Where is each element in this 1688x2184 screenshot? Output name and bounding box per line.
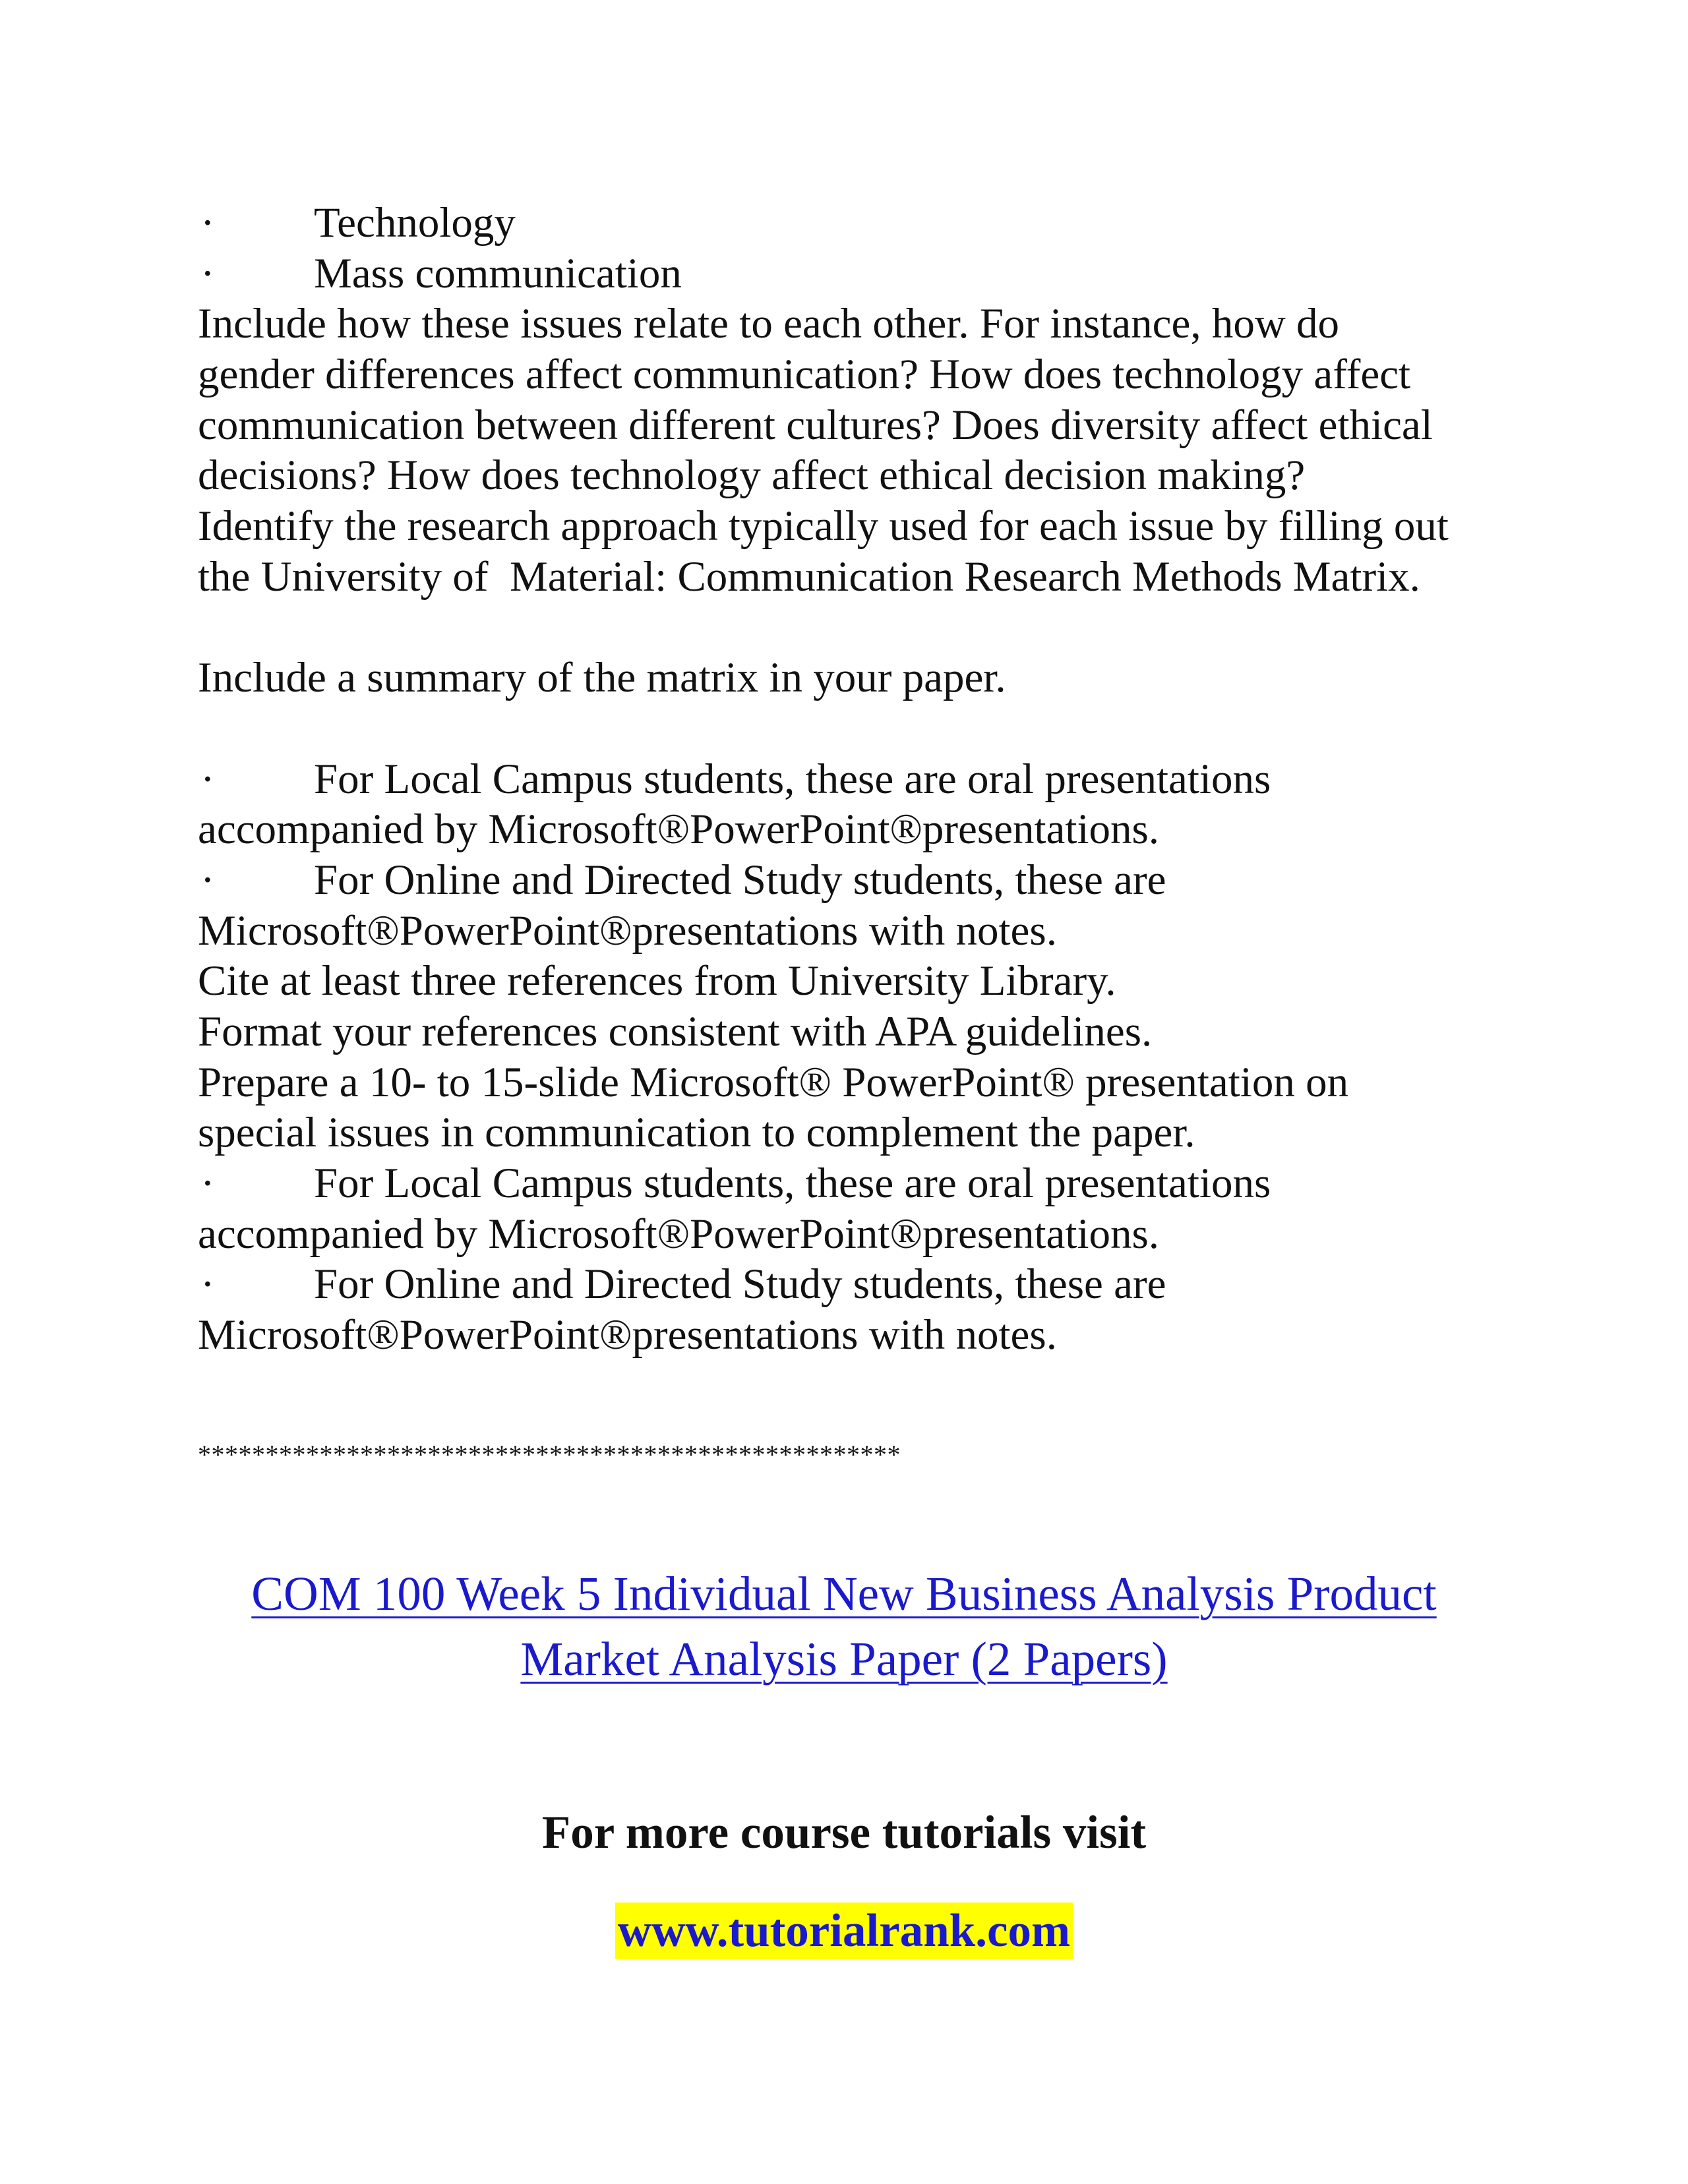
course-link-block — [0, 1561, 1688, 1692]
bullet-symbol: · — [200, 249, 215, 297]
visit-heading: For more course tutorials visit — [541, 1807, 1147, 1858]
paragraph-line: Prepare a 10- to 15-slide Microsoft® PowerPoint® presentation on — [198, 1058, 1349, 1106]
bullet-text: For Local Campus students, these are oral presentations — [314, 755, 1271, 803]
bullet-item-online-study — [198, 855, 1517, 906]
paragraph-line: special issues in communication to complement the paper. — [198, 1109, 1195, 1157]
bullet-continuation: accompanied by Microsoft®PowerPoint®presentations. — [198, 1210, 1160, 1258]
bullet-continuation: Microsoft®PowerPoint®presentations with notes. — [198, 1311, 1057, 1359]
bullet-item-technology — [198, 198, 1517, 249]
bullet-item-local-campus — [198, 754, 1517, 805]
bullet-text: Technology — [314, 199, 516, 247]
bullet-symbol: · — [200, 1160, 215, 1208]
bullet-text: For Online and Directed Study students, these are — [314, 1260, 1166, 1309]
document-body — [198, 198, 1517, 1361]
bullet-symbol: · — [200, 1260, 215, 1309]
paragraph-line: Identify the research approach typically used for each issue by filling out — [198, 502, 1449, 550]
course-link-line-2[interactable]: Market Analysis Paper (2 Papers) — [520, 1632, 1168, 1686]
paragraph-line: Format your references consistent with APA guidelines. — [198, 1008, 1153, 1055]
site-link[interactable]: www.tutorialrank.com — [615, 1903, 1073, 1959]
bullet-item-local-campus — [198, 1158, 1517, 1209]
summary-paragraph: Include a summary of the matrix in your paper. — [198, 654, 1006, 702]
bullet-symbol: · — [200, 856, 215, 904]
spacer — [198, 603, 1517, 653]
site-link-wrap — [0, 1903, 1688, 1959]
bullet-continuation: accompanied by Microsoft®PowerPoint®presentations. — [198, 806, 1160, 854]
paragraph-line: communication between different cultures? Does diversity affect ethical — [198, 401, 1433, 449]
course-link-line-1[interactable]: COM 100 Week 5 Individual New Business Analysis Product — [251, 1567, 1437, 1620]
paragraph-line: Include how these issues relate to each other. For instance, how do — [198, 300, 1340, 348]
bullet-item-online-study — [198, 1259, 1517, 1310]
spacer — [198, 703, 1517, 754]
bullet-text: Mass communication — [314, 249, 682, 297]
paragraph-line: the University of Material: Communication Research Methods Matrix. — [198, 552, 1420, 601]
paragraph-line: gender differences affect communication? How does technology affect — [198, 351, 1411, 399]
bullet-text: For Local Campus students, these are oral presentations — [314, 1160, 1271, 1208]
paragraph-line: decisions? How does technology affect ethical decision making? — [198, 452, 1306, 500]
bullet-text: For Online and Directed Study students, these are — [314, 856, 1166, 904]
bullet-item-mass-communication — [198, 249, 1517, 299]
bullet-symbol: · — [200, 199, 215, 247]
paragraph-line: Cite at least three references from University Library. — [198, 957, 1116, 1005]
bullet-continuation: Microsoft®PowerPoint®presentations with notes. — [198, 906, 1057, 955]
bullet-symbol: · — [200, 755, 215, 803]
separator-line: **************************************************** — [198, 1440, 901, 1469]
